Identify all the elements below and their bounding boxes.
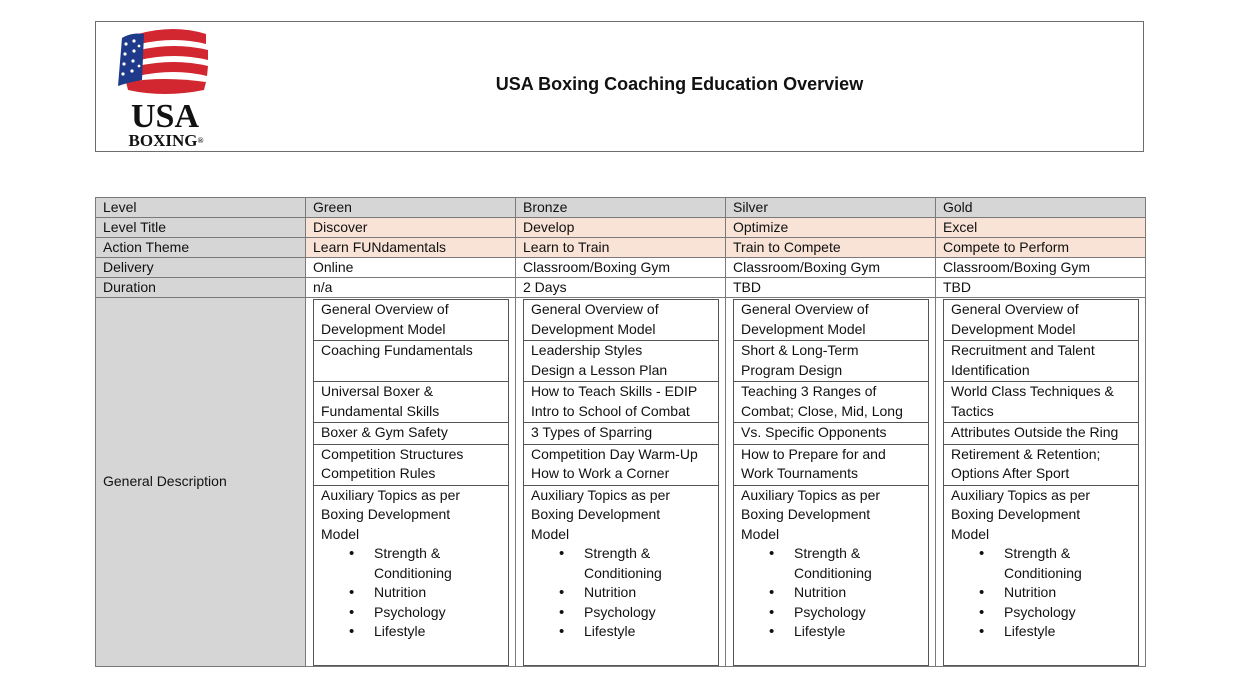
list-item [979,603,1138,623]
description-block [314,382,509,423]
description-block [734,300,929,341]
description-block [314,444,509,485]
logo-usa-text: USA [130,98,200,135]
description-inner-table [523,299,719,666]
description-line: Retirement & Retention; [951,445,1101,462]
auxiliary-line: Model [951,525,990,542]
description-inner-table [733,299,929,666]
description-block [944,300,1139,341]
description-line: Recruitment and Talent [951,342,1095,358]
list-item [559,583,718,603]
auxiliary-topics-block [314,485,509,665]
description-block [524,423,719,445]
list-item [349,603,508,623]
cell-duration-gold: TBD [936,278,1146,298]
list-item [979,583,1138,603]
page-title: USA Boxing Coaching Education Overview [495,74,864,94]
description-line: Tactics [951,402,994,419]
list-item-text: • Strength & [374,545,441,561]
list-item [559,622,718,642]
table-row-delivery [96,258,1146,278]
row-label: Level [96,198,306,218]
description-line: Short & Long-Term [741,342,859,358]
auxiliary-topics-block [524,485,719,665]
description-block-cell [524,444,719,485]
auxiliary-topic-list [321,544,508,642]
list-item [769,622,928,642]
description-block-cell [524,341,719,382]
auxiliary-topics-cell [524,485,719,665]
cell-duration-silver: TBD [726,278,936,298]
description-block [524,341,719,382]
list-item-text: • Strength & [584,545,651,561]
table-row-level-title [96,218,1146,238]
auxiliary-topics-block [734,485,929,665]
description-block [944,382,1139,423]
cell-theme-green: Learn FUNdamentals [306,238,516,258]
cell-level-gold: Gold [936,198,1146,218]
list-item [979,544,1138,583]
cell-title-silver: Optimize [726,218,936,238]
description-line: How to Prepare for and [741,445,886,462]
description-line: Competition Day Warm-Up [531,445,698,462]
description-block [524,444,719,485]
description-line: Identification [951,361,1030,378]
cell-level-bronze: Bronze [516,198,726,218]
description-line: Development Model [741,320,866,337]
cell-delivery-bronze: Classroom/Boxing Gym [516,258,726,278]
description-block [734,444,929,485]
list-item [769,583,928,603]
description-line: Coaching Fundamentals [321,342,473,358]
description-block [944,341,1139,382]
row-label: Level Title [96,218,306,238]
auxiliary-line: Boxing Development [531,506,661,522]
list-item-text: Conditioning [584,564,662,581]
list-item-text: Conditioning [374,564,452,581]
description-cell [726,298,936,667]
description-line: Design a Lesson Plan [531,361,668,378]
auxiliary-line: Auxiliary Topics as per [951,486,1091,503]
list-item-text: • Lifestyle [374,623,426,639]
description-line: 3 Types of Sparring [531,424,653,440]
table-row-general-description [96,298,1146,667]
description-line: General Overview of [951,301,1079,317]
description-block [944,423,1139,445]
description-line: How to Work a Corner [531,465,670,481]
table-row-duration [96,278,1146,298]
list-item [769,544,928,583]
list-item-text: • Lifestyle [794,623,846,639]
description-block-cell [944,382,1139,423]
description-block-cell [314,444,509,485]
row-label: Delivery [96,258,306,278]
list-item [559,544,718,583]
cell-title-green: Discover [306,218,516,238]
cell-delivery-silver: Classroom/Boxing Gym [726,258,936,278]
auxiliary-line: Boxing Development [741,506,871,522]
description-line: Attributes Outside the Ring [951,424,1119,440]
description-cell [936,298,1146,667]
description-block-cell [314,341,509,382]
description-block-cell [734,300,929,341]
auxiliary-line: Model [741,525,780,542]
description-block-cell [314,300,509,341]
table-row-action-theme [96,238,1146,258]
cell-level-green: Green [306,198,516,218]
description-block [314,423,509,445]
description-inner-table [943,299,1139,666]
description-block-cell [524,423,719,445]
list-item-text: • Nutrition [1004,584,1057,600]
description-block-cell [944,300,1139,341]
list-item-text: • Strength & [1004,545,1071,561]
auxiliary-line: Model [531,525,570,542]
list-item-text: Conditioning [794,564,872,581]
table-row-level [96,198,1146,218]
auxiliary-line: Boxing Development [951,506,1081,522]
list-item [349,544,508,583]
cell-duration-green: n/a [306,278,516,298]
description-line: General Overview of [321,301,449,317]
description-inner-table [313,299,509,666]
auxiliary-line: Boxing Development [321,506,451,522]
description-block [524,300,719,341]
auxiliary-topics-cell [944,485,1139,665]
description-line: Development Model [951,320,1076,337]
description-cell [516,298,726,667]
description-block [734,423,929,445]
description-block-cell [944,341,1139,382]
description-block-cell [314,382,509,423]
list-item-text: Conditioning [1004,564,1082,581]
auxiliary-topic-list [531,544,718,642]
list-item-text: • Nutrition [374,584,427,600]
description-line: Options After Sport [951,465,1070,481]
list-item-text: • Psychology [1004,603,1076,620]
auxiliary-topics-cell [734,485,929,665]
cell-title-bronze: Develop [516,218,726,238]
list-item-text: • Lifestyle [1004,623,1056,639]
list-item-text: • Lifestyle [584,623,636,639]
description-line: Leadership Styles [531,342,643,358]
coaching-overview-table [95,197,1146,667]
description-block-cell [734,444,929,485]
cell-delivery-gold: Classroom/Boxing Gym [936,258,1146,278]
cell-theme-gold: Compete to Perform [936,238,1146,258]
description-block-cell [734,382,929,423]
auxiliary-topics-block [944,485,1139,665]
cell-title-gold: Excel [936,218,1146,238]
description-cell [306,298,516,667]
auxiliary-line: Auxiliary Topics as per [741,486,881,503]
description-line: Work Tournaments [741,465,858,481]
description-line: Development Model [321,320,446,337]
row-label: Action Theme [96,238,306,258]
description-line: Combat; Close, Mid, Long [741,402,903,419]
cell-delivery-green: Online [306,258,516,278]
auxiliary-topic-list [741,544,928,642]
row-label: General Description [96,298,306,667]
description-line: World Class Techniques & [951,383,1114,399]
auxiliary-line: Model [321,525,360,542]
description-block-cell [944,423,1139,445]
list-item-text: • Nutrition [584,584,637,600]
description-line: Universal Boxer & [321,383,434,399]
list-item [769,603,928,623]
description-block [944,444,1139,485]
list-item-text: • Psychology [374,603,446,620]
description-line: Program Design [741,361,843,378]
auxiliary-line: Auxiliary Topics as per [321,486,461,503]
description-block [314,300,509,341]
auxiliary-topic-list [951,544,1138,642]
document-header [95,21,1144,152]
cell-theme-bronze: Learn to Train [516,238,726,258]
auxiliary-line: Auxiliary Topics as per [531,486,671,503]
description-block-cell [734,341,929,382]
auxiliary-topics-cell [314,485,509,665]
description-line: Development Model [531,320,656,337]
description-block-cell [944,444,1139,485]
description-line: How to Teach Skills - EDIP [531,383,698,399]
list-item [979,622,1138,642]
description-line: Teaching 3 Ranges of [741,383,877,399]
list-item-text: • Psychology [794,603,866,620]
description-block [734,341,929,382]
description-block [524,382,719,423]
list-item-text: • Nutrition [794,584,847,600]
description-line: Competition Structures [321,445,464,462]
list-item [349,622,508,642]
cell-duration-bronze: 2 Days [516,278,726,298]
description-line: Boxer & Gym Safety [321,424,448,440]
description-line: Fundamental Skills [321,402,440,419]
description-block-cell [734,423,929,445]
description-line: Intro to School of Combat [531,402,690,419]
description-block-cell [524,382,719,423]
list-item [349,583,508,603]
cell-theme-silver: Train to Compete [726,238,936,258]
description-line: Competition Rules [321,465,436,481]
description-line: Vs. Specific Opponents [741,424,887,440]
list-item-text: • Psychology [584,603,656,620]
list-item-text: • Strength & [794,545,861,561]
description-block-cell [524,300,719,341]
logo-boxing-text: BOXING® [128,131,204,150]
description-line: General Overview of [531,301,659,317]
description-line: General Overview of [741,301,869,317]
row-label: Duration [96,278,306,298]
cell-level-silver: Silver [726,198,936,218]
description-block [314,341,509,382]
list-item [559,603,718,623]
description-block [734,382,929,423]
description-block-cell [314,423,509,445]
